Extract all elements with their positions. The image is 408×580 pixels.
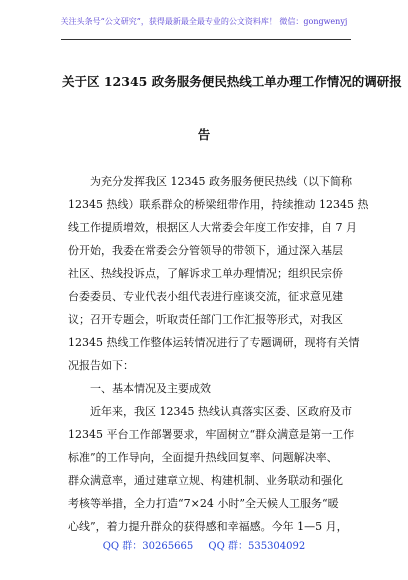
body-line: 台委委员、专业代表小组代表进行座谈交流，征求意见建 [68,290,343,303]
body-line: 为充分发挥我区 12345 政务服务便民热线（以下简称 [68,175,352,188]
body-line: 社区、热线投诉点，了解诉求工单办理情况；组织民宗侨 [68,267,343,280]
section-heading: 一、基本情况及主要成效 [68,382,211,395]
body-line: 12345 热线）联系群众的桥梁纽带作用，持续推动 12345 热 [68,198,369,211]
body-line: 12345 热线工作整体运转情况进行了专题调研，现将有关情 [68,336,360,349]
body-line: 议；召开专题会，听取责任部门工作汇报等形式，对我区 [68,313,343,326]
body-line: 线工作提质增效，根据区人大常委会年度工作安排，自 7 月 [68,221,357,234]
body-line: 份开始，我委在常委会分管领导的带领下，通过深入基层 [68,244,343,257]
body-line: 群众满意率，通过建章立规、构建机制、业务联动和强化 [68,474,343,487]
footer-contact [0,537,408,552]
body-line: 考核等举措，全力打造“7×24 小时”全天候人工服务“暖 [68,497,339,510]
body-line: 况报告如下： [68,359,134,372]
body-line: 标准”的工作导向，全面提升热线回复率、问题解决率、 [68,451,338,464]
body-line: 近年来，我区 12345 热线认真落实区委、区政府及市 [68,405,352,418]
footer-qq-group-2: QQ 群：535304092 [208,541,306,552]
footer-qq-group-1: QQ 群：30265665 [102,541,194,552]
body-line: 12345 平台工作部署要求，牢固树立“群众满意是第一工作 [68,428,355,441]
header-divider [61,39,351,40]
body-line: 心线”，着力提升群众的获得感和幸福感。今年 1—5 月， [68,520,348,533]
document-title-line-1: 关于区 12345 政务服务便民热线工单办理工作情况的调研报 [62,74,402,89]
document-title-line-2: 告 [197,127,211,142]
header-promo-text: 关注头条号“公文研究”，获得最新最全最专业的公文资料库！ 微信：gongwenyj [60,17,348,26]
